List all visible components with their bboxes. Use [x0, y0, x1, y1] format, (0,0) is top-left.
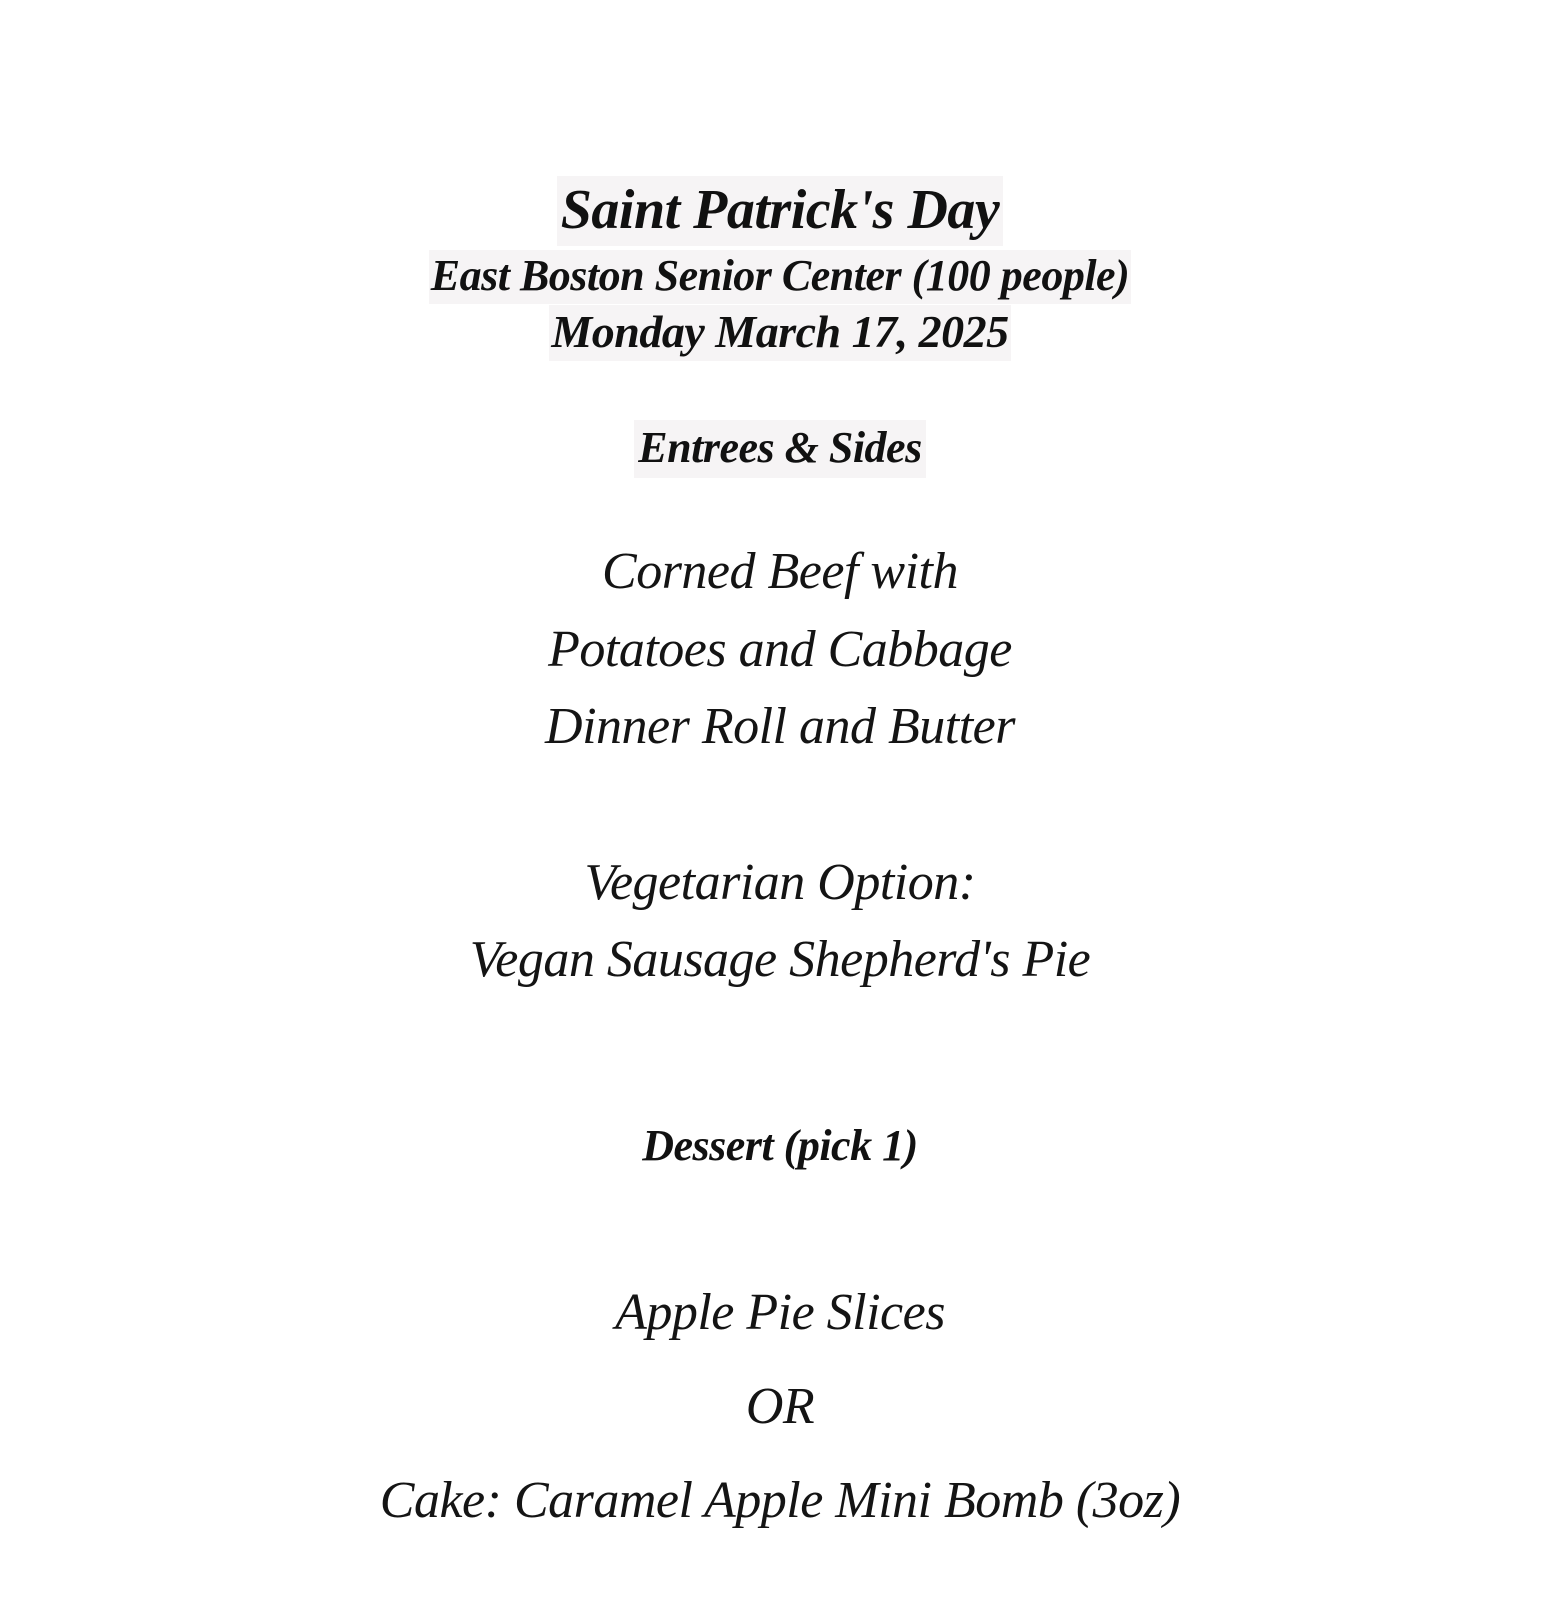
entrees-heading-line	[0, 420, 1560, 478]
entree-item: Corned Beef with	[602, 543, 958, 600]
event-date: Monday March 17, 2025	[549, 305, 1010, 361]
vegetarian-option-label: Vegetarian Option:	[584, 854, 976, 911]
location-line	[0, 250, 1560, 304]
dessert-item: Apple Pie Slices	[615, 1284, 945, 1341]
entrees-heading: Entrees & Sides	[634, 420, 925, 478]
dessert-heading-line	[0, 1121, 1560, 1170]
dessert-heading: Dessert (pick 1)	[642, 1121, 918, 1170]
dessert-item: Cake: Caramel Apple Mini Bomb (3oz)	[379, 1472, 1181, 1529]
menu-title: Saint Patrick's Day	[557, 176, 1004, 246]
vegetarian-option-item: Vegan Sausage Shepherd's Pie	[469, 931, 1091, 988]
entree-item: Potatoes and Cabbage	[548, 621, 1012, 678]
event-location: East Boston Senior Center (100 people)	[429, 250, 1132, 304]
dessert-or-separator: OR	[745, 1378, 815, 1435]
date-line	[0, 305, 1560, 361]
entree-item: Dinner Roll and Butter	[545, 698, 1015, 755]
menu-title-line	[0, 176, 1560, 246]
